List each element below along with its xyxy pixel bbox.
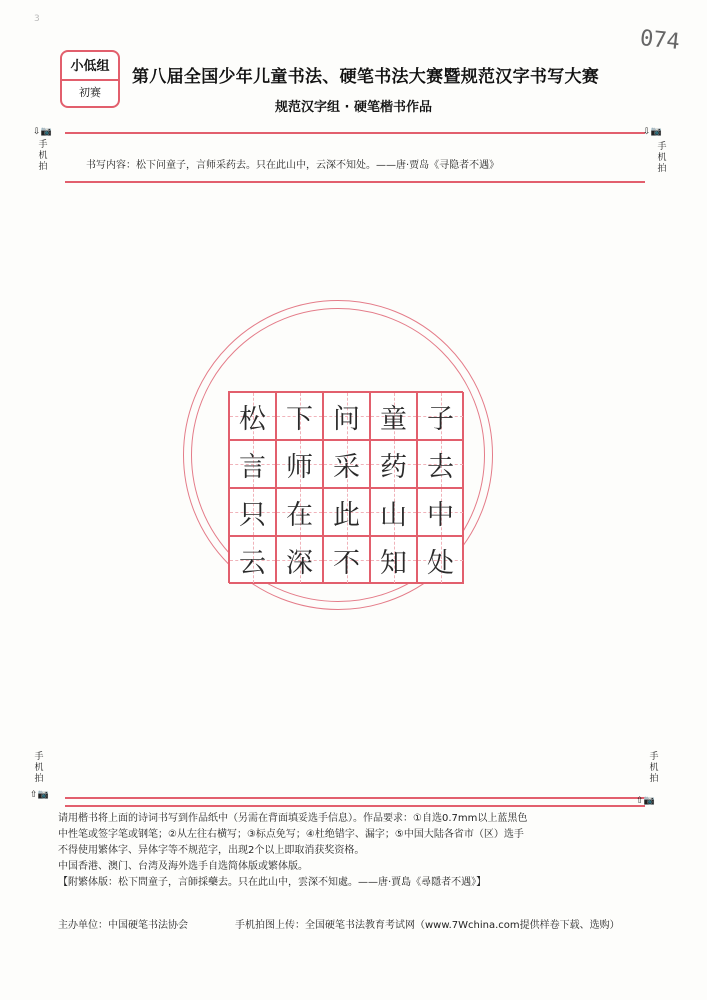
- camera-label-char: 机: [649, 763, 659, 773]
- camera-label-top-right: [653, 142, 671, 175]
- grid-char: 药: [380, 451, 407, 483]
- grid-cell: [370, 536, 417, 584]
- camera-label-char: 手: [34, 752, 44, 762]
- camera-label-char: 拍: [657, 164, 667, 174]
- camera-icon-top-right: ⇩📷: [643, 127, 662, 137]
- camera-label-char: 拍: [34, 774, 44, 784]
- camera-icon-bottom-left: ⇧📷: [30, 790, 49, 800]
- grid-cell: [229, 440, 276, 488]
- grid-cell: [229, 536, 276, 584]
- top-rule: [65, 132, 645, 134]
- footer-upload-info: 手机拍图上传：全国硬笔书法教育考试网（www.7Wchina.com提供样卷下载、选购）: [235, 920, 620, 931]
- camera-icon-top-left: ⇩📷: [33, 127, 52, 137]
- content-rule: [65, 181, 645, 183]
- instructions-line: 中性笔或签字笔或钢笔；②从左往右横写；③标点免写；④杜绝错字、漏字；⑤中国大陆各省市（区）选手: [58, 829, 524, 840]
- badge-divider: [62, 79, 118, 81]
- bottom-rule-lower: [65, 805, 645, 807]
- grid-cell: [276, 536, 323, 584]
- camera-icon-bottom-right: ⇧📷: [636, 796, 655, 806]
- grid-char: 师: [286, 451, 313, 483]
- camera-label-char: 拍: [649, 774, 659, 784]
- camera-label-char: 拍: [38, 162, 48, 172]
- grid-char: 童: [380, 403, 407, 435]
- grid-cell: [229, 488, 276, 536]
- grid-char: 处: [427, 547, 454, 579]
- footer-organizer: 主办单位：中国硬笔书法协会: [58, 920, 188, 931]
- camera-label-bottom-left: [30, 752, 48, 785]
- camera-label-char: 机: [38, 151, 48, 161]
- grid-char: 此: [333, 499, 360, 531]
- grid-cell: [229, 392, 276, 440]
- camera-label-char: 手: [38, 140, 48, 150]
- instructions-line: 不得使用繁体字、异体字等不规范字，出现2个以上即取消获奖资格。: [58, 845, 365, 856]
- grid-cell: [323, 536, 370, 584]
- bottom-rule-upper: [65, 797, 645, 799]
- grid-char: 下: [286, 403, 313, 435]
- grid-cell: [323, 440, 370, 488]
- grid-cell: [276, 488, 323, 536]
- grid-cell: [417, 392, 464, 440]
- grid-cell: [417, 488, 464, 536]
- camera-label-char: 手: [649, 752, 659, 762]
- instructions-traditional-line: 【附繁体版：松下問童子，言師採藥去。只在此山中，雲深不知處。——唐·賈島《尋隱者不遇》】: [58, 877, 487, 888]
- grid-char: 采: [333, 451, 360, 483]
- grid-char: 只: [239, 499, 266, 531]
- grid-char: 松: [239, 403, 266, 435]
- camera-label-char: 机: [34, 763, 44, 773]
- grid-cell: [276, 392, 323, 440]
- grid-char: 中: [427, 499, 454, 531]
- grid-char: 去: [427, 451, 454, 483]
- grid-cell: [417, 440, 464, 488]
- corner-mark: 3: [34, 14, 40, 24]
- badge-group-label: 小低组: [70, 59, 110, 74]
- camera-label-top-left: [34, 140, 52, 173]
- page-title: 第八届全国少年儿童书法、硬笔书法大赛暨规范汉字书写大赛: [132, 67, 600, 87]
- camera-label-char: 手: [657, 142, 667, 152]
- grid-cell: [370, 392, 417, 440]
- grid-char: 子: [427, 403, 454, 435]
- grid-char: 问: [333, 403, 360, 435]
- grid-char: 深: [286, 547, 313, 579]
- grid-char: 言: [239, 451, 266, 483]
- grid-char: 知: [380, 547, 407, 579]
- grid-cell: [417, 536, 464, 584]
- grid-cell: [323, 392, 370, 440]
- writing-grid: [228, 391, 463, 583]
- instructions-line: 中国香港、澳门、台湾及海外选手自选简体版或繁体版。: [58, 861, 308, 872]
- page-subtitle: 规范汉字组 · 硬笔楷书作品: [275, 100, 432, 115]
- grid-char: 云: [239, 547, 266, 579]
- grid-char: 在: [286, 499, 313, 531]
- grid-cell: [276, 440, 323, 488]
- grid-cell: [323, 488, 370, 536]
- grid-cell: [370, 488, 417, 536]
- instructions-line: 请用楷书将上面的诗词书写到作品纸中（另需在背面填妥选手信息）。作品要求：①自选0.7mm以上蓝黑色: [58, 813, 528, 824]
- handwritten-serial-number: 074: [638, 25, 681, 56]
- grid-cell: [370, 440, 417, 488]
- writing-content-line: 书写内容：松下问童子，言师采药去。只在此山中，云深不知处。——唐·贾岛《寻隐者不遇》: [86, 160, 500, 171]
- grid-char: 山: [380, 499, 407, 531]
- grid-char: 不: [333, 547, 360, 579]
- badge-round-label: 初赛: [79, 86, 101, 99]
- instructions-block: [58, 811, 658, 891]
- camera-label-bottom-right: [645, 752, 663, 785]
- camera-label-char: 机: [657, 153, 667, 163]
